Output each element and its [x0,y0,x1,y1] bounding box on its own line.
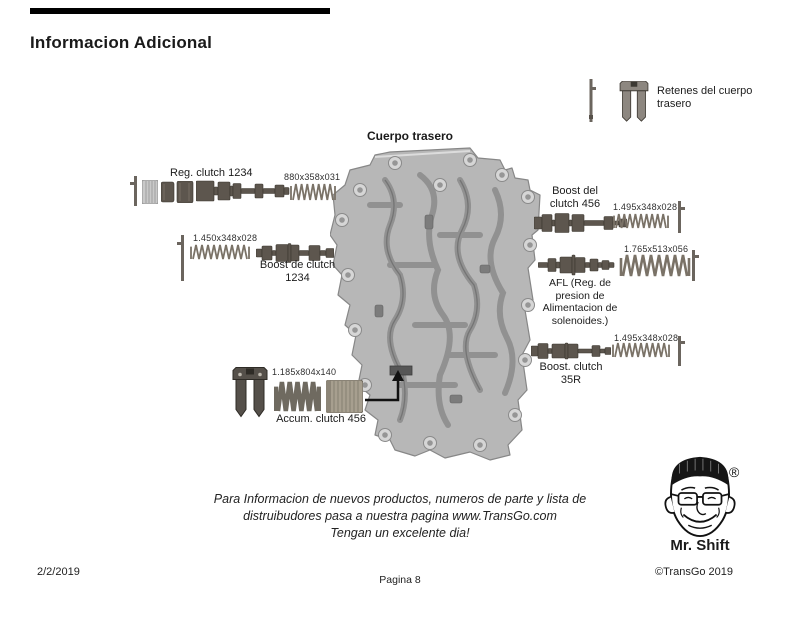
header-rule [30,8,330,14]
retenes-label-line1: Retenes del cuerpo [657,85,753,97]
boost-35r-pin-icon [675,336,685,366]
reg-clutch-label: Reg. clutch 1234 [170,167,253,179]
footer-note-line2: distruibudores pasa a nuestra pagina www.TransGo.com [243,509,557,523]
reg-clutch-plug-icon [142,180,158,204]
accum-spring-icon [274,380,321,413]
boost-456-pin-icon [675,201,685,233]
retainer-pin-icon [586,79,596,122]
accum-label: Accum. clutch 456 [276,413,366,425]
reg-clutch-sleeve-icon [161,181,194,203]
registered-trademark: ® [729,464,740,480]
boost-35r-spring-icon [611,341,671,359]
reg-clutch-spring-size: 880x358x031 [284,172,341,182]
footer-copyright: ©TransGo 2019 [655,566,734,578]
reg-clutch-valve-icon [196,179,291,203]
boost-1234-label: Boost de clutch 1234 [259,259,336,285]
footer-date: 2/2/2019 [37,566,80,578]
reg-clutch-pin-icon [130,176,140,206]
boost-1234-pin-icon [177,235,187,281]
boost-456-spring-size: 1.495x348x028 [613,202,678,212]
boost-456-spring-icon [612,212,670,230]
boost-1234-spring-size: 1.450x348x028 [193,233,258,243]
boost-35r-valve-icon [531,341,611,361]
accum-retainer-icon [232,367,268,418]
footer-note [150,491,650,542]
mr-shift-caption: Mr. Shift [670,537,730,554]
afl-label: AFL (Reg. de presion de Alimentacion de solenoides.) [542,277,618,327]
accum-spring-size: 1.185x804x140 [272,367,337,377]
boost-456-label: Boost del clutch 456 [549,185,601,211]
retainer-clip-icon [618,81,650,122]
afl-spring-icon [619,253,691,278]
boost-35r-label: Boost. clutch 35R [539,361,603,387]
page-title: Informacion Adicional [30,33,213,52]
afl-spring-size: 1.765x513x056 [624,244,689,254]
reg-clutch-spring-icon [289,182,337,202]
retenes-label [657,85,752,111]
footer-page-number: Pagina 8 [379,574,421,586]
afl-pin-icon [689,250,699,281]
footer-note-line1: Para Informacion de nuevos productos, numeros de parte y lista de [213,492,587,506]
footer-note-line3: Tengan un excelente dia! [330,526,470,540]
afl-valve-icon [538,254,616,276]
boost-1234-spring-icon [189,243,251,261]
accum-piston-icon [326,380,363,413]
accum-arrow-icon [360,368,410,404]
retenes-label-line2: trasero [657,98,692,111]
boost-35r-spring-size: 1.495x348x028 [614,333,679,343]
valve-body-title: Cuerpo trasero [366,129,454,143]
